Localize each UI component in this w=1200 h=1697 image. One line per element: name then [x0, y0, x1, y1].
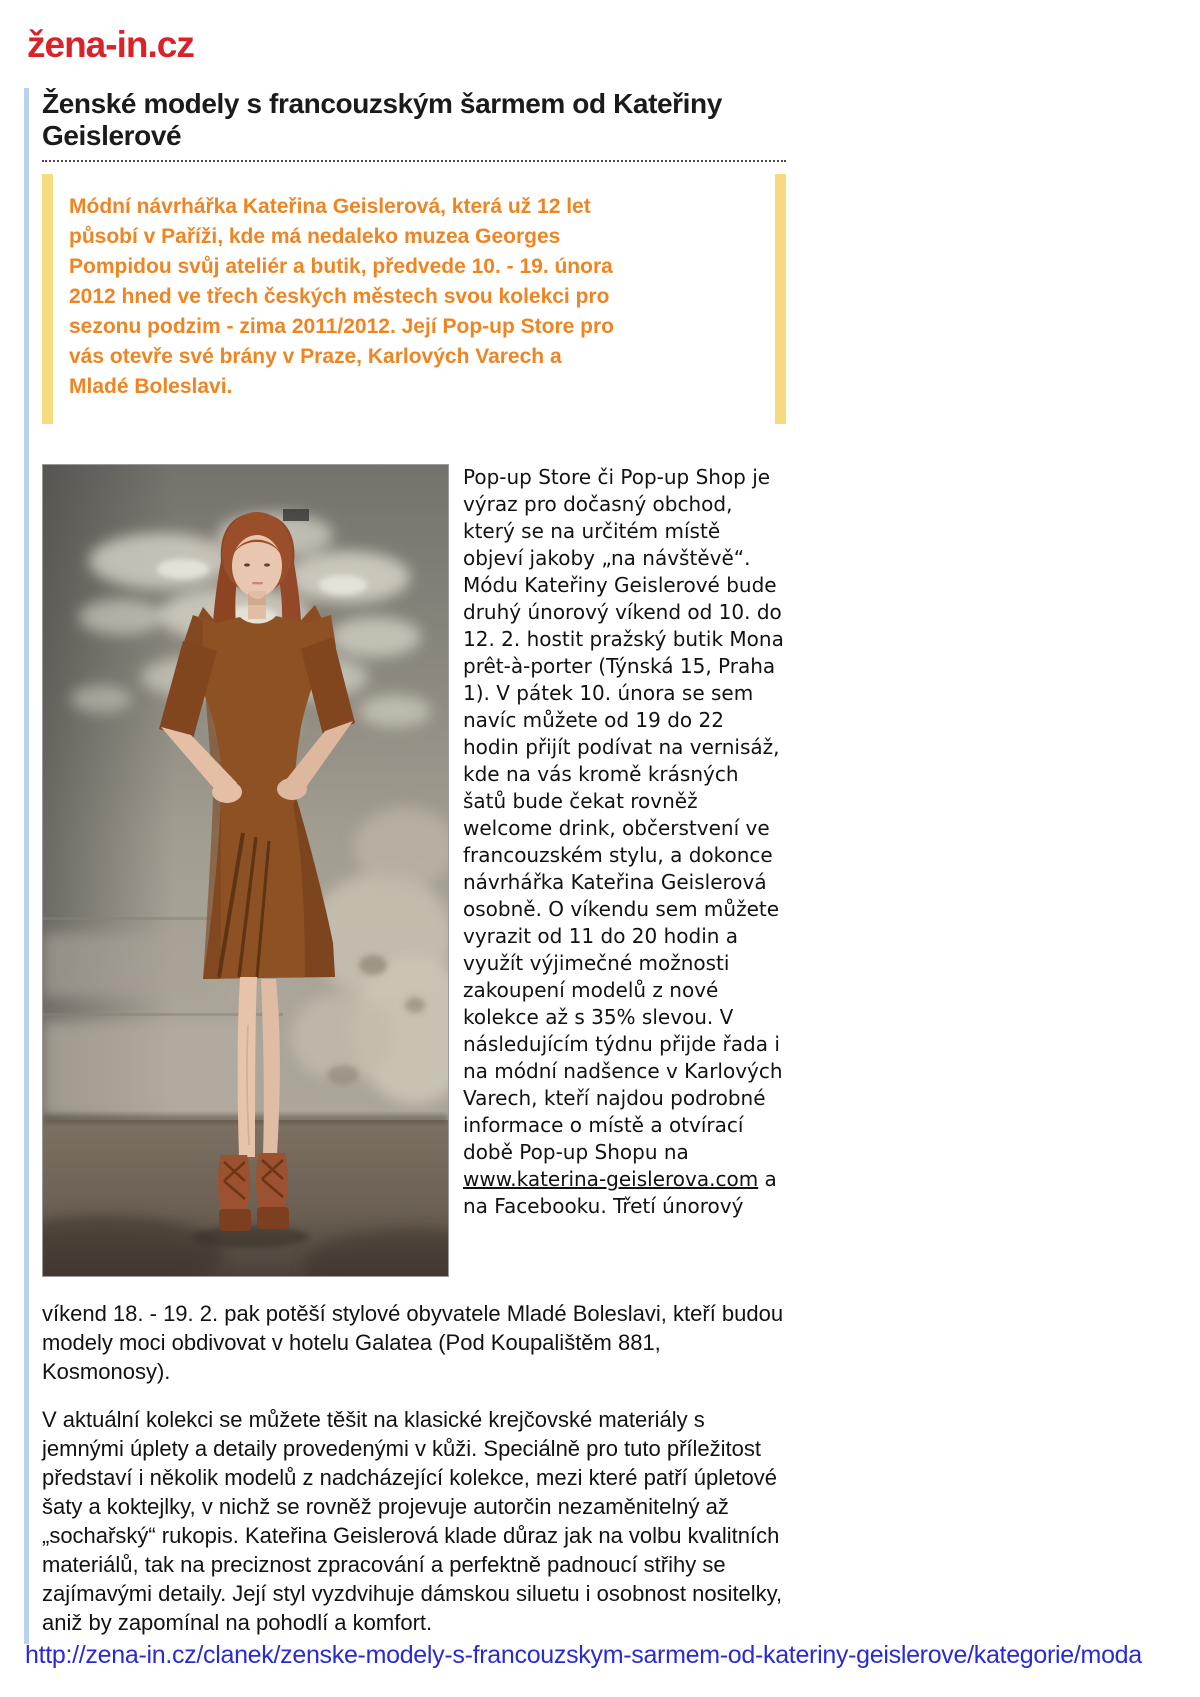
body-paragraph-main [463, 464, 786, 1220]
article-title: Ženské modely s francouzským šarmem od Kateřiny Geislerové [42, 88, 786, 162]
body-paragraph-second: V aktuální kolekci se můžete těšit na klasické krejčovské materiály s jemnými úplety a detaily provedenými v kůži. Speciálně pro tuto příležitost představí i několik modelů z nadcházející kolekce, mezi které patří úpletové šaty a koktejlky, v nichž se rovněž projevuje autorčin nezaměnitelný až „sochařský“ rukopis. Kateřina Geislerová klade důraz jak na volbu kvalitních materiálů, tak na preciznost zpracování a perfektně padnoucí střihy se zajímavými detaily. Její styl vyzdvihuje dámskou siluetu i osobnost nositelky, aniž by zapomínal na pohodlí a komfort. [42, 1407, 783, 1636]
body-paragraph-continuation: víkend 18. - 19. 2. pak potěší stylové obyvatele Mladé Boleslavi, kteří budou modely moci obdivovat v hotelu Galatea (Pod Koupalištěm 881, Kosmonosy). [42, 1301, 784, 1385]
body-text-after-link: a na Facebooku. Třetí únorový [463, 1167, 777, 1219]
site-logo[interactable]: žena-in.cz [27, 24, 194, 65]
photo-illustration [43, 465, 448, 1276]
source-url[interactable]: http://zena-in.cz/clanek/zenske-modely-s-francouzskym-sarmem-od-kateriny-geislerove/kategorie/moda [25, 1641, 1142, 1669]
photo-and-text-row [42, 464, 786, 1277]
article-photo [42, 464, 449, 1277]
katerina-geislerova-link[interactable]: www.katerina-geislerova.com [463, 1167, 759, 1192]
lead-box [42, 174, 786, 424]
body-text-before-link: Pop-up Store či Pop-up Shop je výraz pro dočasný obchod, který se na určitém místě objeví jakoby „na návštěvě“. Módu Kateřiny Geislerové bude druhý únorový víkend od 10. do 12. 2. hostit pražský butik Mona prêt-à-porter (Týnská 15, Praha 1). V pátek 10. února se sem navíc můžete od 19 do 22 hodin přijít podívat na vernisáž, kde na vás kromě krásných šatů bude čekat rovněž welcome drink, občerstvení ve francouzském stylu, a dokonce návrhářka Kateřina Geislerová osobně. O víkendu sem můžete vyrazit od 11 do 20 hodin a využít výjimečné možnosti zakoupení modelů z nové kolekce až s 35% slevou. V následujícím týdnu přijde řada i na módní nadšence v Karlových Varech, kteří najdou podrobné informace o místě a otvírací době Pop-up Shopu na [463, 465, 784, 1165]
left-accent-line [24, 88, 29, 1644]
article-container [42, 88, 786, 1637]
lead-text: Módní návrhářka Kateřina Geislerová, která už 12 let působí v Paříži, kde má nedaleko muzea Georges Pompidou svůj ateliér a butik, předvede 10. - 19. února 2012 hned ve třech českých městech svou kolekci pro sezonu podzim - zima 2011/2012. Její Pop-up Store pro vás otevře své brány v Praze, Karlových Varech a Mladé Boleslavi. [69, 195, 614, 399]
